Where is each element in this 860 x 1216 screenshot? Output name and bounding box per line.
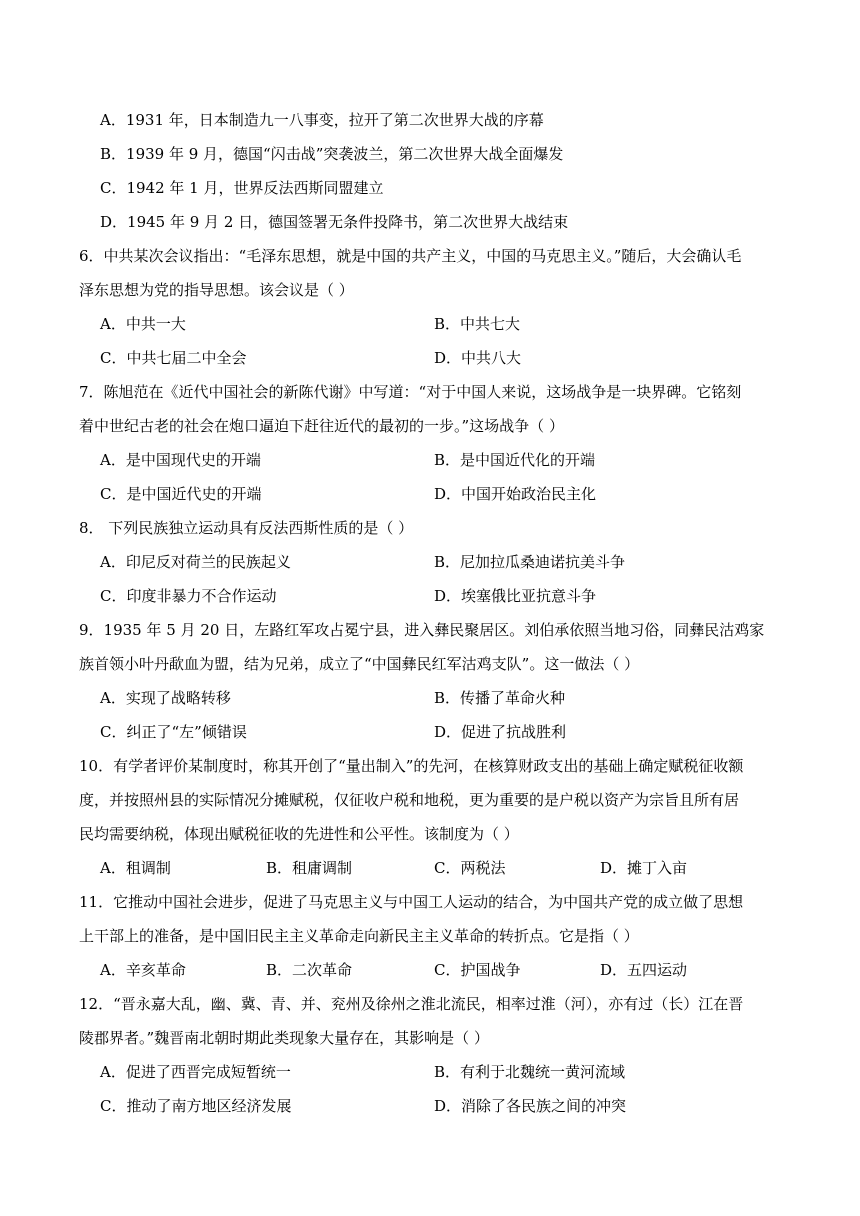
q11-option-a: A．辛亥革命	[100, 961, 186, 979]
q6-option-b: B．中共七大	[434, 315, 521, 333]
q6-stem-line1: 6．中共某次会议指出：“毛泽东思想，就是中国的共产主义，中国的马克思主义。”随后，大会确认毛	[79, 247, 742, 265]
q6-option-d: D．中共八大	[434, 349, 522, 367]
q12-stem-line2: 陵郡界者。”魏晋南北朝时期此类现象大量存在，其影响是（ ）	[79, 1029, 489, 1047]
q9-stem-line1: 9．1935 年 5 月 20 日，左路红军攻占冕宁县，进入彝民聚居区。刘伯承依照当地习俗，同彝民沽鸡家	[79, 621, 765, 639]
q10-stem-line1: 10．有学者评价某制度时，称其开创了“量出制入”的先河，在核算财政支出的基础上确定赋税征收额	[79, 757, 744, 775]
q10-stem-line3: 民均需要纳税，体现出赋税征收的先进性和公平性。该制度为（ ）	[79, 825, 519, 843]
q8-stem-line1: 8． 下列民族独立运动具有反法西斯性质的是（ ）	[79, 519, 414, 537]
q8-option-b: B．尼加拉瓜桑迪诺抗美斗争	[434, 553, 626, 571]
q12-option-c: C．推动了南方地区经济发展	[100, 1097, 292, 1115]
q5-option-b: B．1939 年 9 月，德国“闪击战”突袭波兰，第二次世界大战全面爆发	[100, 145, 564, 163]
q11-option-b: B．二次革命	[266, 961, 353, 979]
q8-option-c: C．印度非暴力不合作运动	[100, 587, 277, 605]
q7-stem-line2: 着中世纪古老的社会在炮口逼迫下赶往近代的最初的一步。”这场战争（ ）	[79, 417, 564, 435]
q5-option-a: A．1931 年，日本制造九一八事变，拉开了第二次世界大战的序幕	[100, 111, 544, 129]
q10-option-a: A．租调制	[100, 859, 171, 877]
q11-stem-line2: 上干部上的准备，是中国旧民主主义革命走向新民主主义革命的转折点。它是指（ ）	[79, 927, 639, 945]
q10-option-c: C．两税法	[434, 859, 506, 877]
q5-option-d: D．1945 年 9 月 2 日，德国签署无条件投降书，第二次世界大战结束	[100, 213, 569, 231]
q9-stem-line2: 族首领小叶丹歃血为盟，结为兄弟，成立了“中国彝民红军沽鸡支队”。这一做法（ ）	[79, 655, 640, 673]
q7-stem-line1: 7．陈旭范在《近代中国社会的新陈代谢》中写道：“对于中国人来说，这场战争是一块界碑。它铭刻	[79, 383, 742, 401]
q10-stem-line2: 度，并按照州县的实际情况分摊赋税，仅征收户税和地税，更为重要的是户税以资产为宗旨且所有居	[79, 791, 740, 809]
q11-option-d: D．五四运动	[600, 961, 688, 979]
q7-option-c: C．是中国近代史的开端	[100, 485, 262, 503]
q7-option-b: B．是中国近代化的开端	[434, 451, 596, 469]
q9-option-b: B．传播了革命火种	[434, 689, 566, 707]
q11-stem-line1: 11．它推动中国社会进步，促进了马克思主义与中国工人运动的结合，为中国共产党的成立做了思想	[79, 893, 744, 911]
q9-option-d: D．促进了抗战胜利	[434, 723, 567, 741]
q6-option-c: C．中共七届二中全会	[100, 349, 247, 367]
q12-option-b: B．有利于北魏统一黄河流域	[434, 1063, 626, 1081]
q6-stem-line2: 泽东思想为党的指导思想。该会议是（ ）	[79, 281, 354, 299]
q6-option-a: A．中共一大	[100, 315, 186, 333]
q12-stem-line1: 12．“晋永嘉大乱，幽、冀、青、并、兖州及徐州之淮北流民，相率过淮（河），亦有过（长）江在晋	[79, 995, 744, 1013]
q10-option-b: B．租庸调制	[266, 859, 353, 877]
q12-option-d: D．消除了各民族之间的冲突	[434, 1097, 627, 1115]
q10-option-d: D．摊丁入亩	[600, 859, 688, 877]
q11-option-c: C．护国战争	[434, 961, 521, 979]
q5-option-c: C．1942 年 1 月，世界反法西斯同盟建立	[100, 179, 384, 197]
q12-option-a: A．促进了西晋完成短暂统一	[100, 1063, 291, 1081]
q7-option-a: A．是中国现代史的开端	[100, 451, 261, 469]
q7-option-d: D．中国开始政治民主化	[434, 485, 597, 503]
q9-option-c: C．纠正了“左”倾错误	[100, 723, 247, 741]
q8-option-a: A．印尼反对荷兰的民族起义	[100, 553, 291, 571]
q8-option-d: D．埃塞俄比亚抗意斗争	[434, 587, 597, 605]
q9-option-a: A．实现了战略转移	[100, 689, 231, 707]
